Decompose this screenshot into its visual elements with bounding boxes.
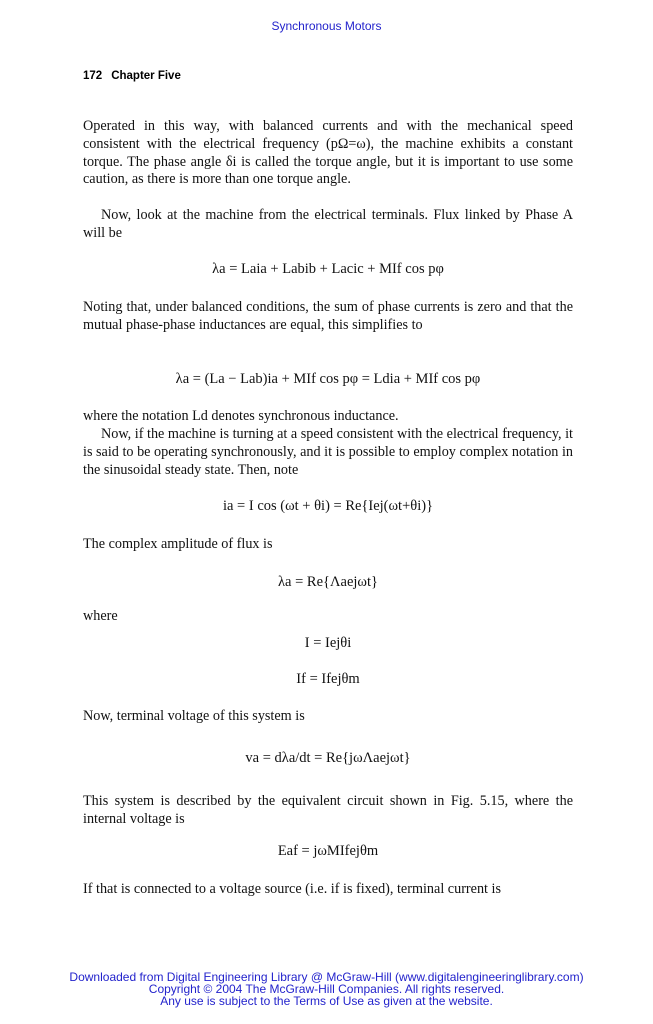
- equation-synchronous-inductance: λa = (La − Lab)ia + MIf cos pφ = Ldia + MIf cos pφ: [175, 371, 481, 387]
- equation-internal-voltage: Eaf = jωMIfejθm: [277, 843, 379, 859]
- equation-armature-current: I = Iejθi: [304, 635, 352, 651]
- page-number: 172: [83, 70, 103, 82]
- paragraph-balanced: Noting that, under balanced conditions, the sum of phase currents is zero and that the mutual phase-phase inductances are equal, this simplifies to: [83, 299, 573, 333]
- equation-phase-current: ia = I cos (ωt + θi) = Re{Iej(ωt+θi)}: [222, 498, 434, 514]
- paragraph-flux-intro: Now, look at the machine from the electrical terminals. Flux linked by Phase A will be: [83, 207, 573, 241]
- paragraph-equivalent-circuit: This system is described by the equivalent circuit shown in Fig. 5.15, where the internal voltage is: [83, 793, 573, 827]
- equation-flux-linkage: λa = Laia + Labib + Lacic + MIf cos pφ: [212, 261, 444, 277]
- equation-field-current: If = Ifejθm: [296, 671, 360, 687]
- equation-flux-phasor: λa = Re{Λaejωt}: [278, 574, 378, 590]
- paragraph-voltage-source: If that is connected to a voltage source (i.e. if is fixed), terminal current is: [83, 881, 501, 897]
- equation-terminal-voltage: va = dλa/dt = Re{jωΛaejωt}: [245, 750, 411, 766]
- footer-terms-line: Any use is subject to the Terms of Use as given at the website.: [160, 994, 493, 1008]
- chapter-title: Chapter Five: [111, 70, 181, 82]
- footer-download-line: Downloaded from Digital Engineering Library @ McGraw-Hill (www.digitalengineeringlibrary.com): [69, 970, 584, 984]
- paragraph-torque: Operated in this way, with balanced currents and with the mechanical speed consistent with the electrical frequency (pΩ=ω), the machine exhibits a constant torque. The phase angle δi is called the torque angle, but it is important to use some caution, as there is more than one torque angle.: [83, 118, 573, 188]
- running-header: Synchronous Motors: [271, 19, 382, 33]
- paragraph-terminal-voltage: Now, terminal voltage of this system is: [83, 708, 305, 724]
- footer-copyright-line: Copyright © 2004 The McGraw-Hill Companies. All rights reserved.: [148, 982, 505, 996]
- chapter-heading: [83, 70, 181, 82]
- paragraph-complex-amplitude: The complex amplitude of flux is: [83, 536, 273, 552]
- paragraph-where: where: [83, 608, 118, 624]
- paragraph-synchronous: Now, if the machine is turning at a speed consistent with the electrical frequency, it is said to be operating synchronously, and it is possible to employ complex notation in the sinusoidal steady state. Then, note: [83, 426, 573, 478]
- paragraph-notation: where the notation Ld denotes synchronous inductance.: [83, 408, 399, 424]
